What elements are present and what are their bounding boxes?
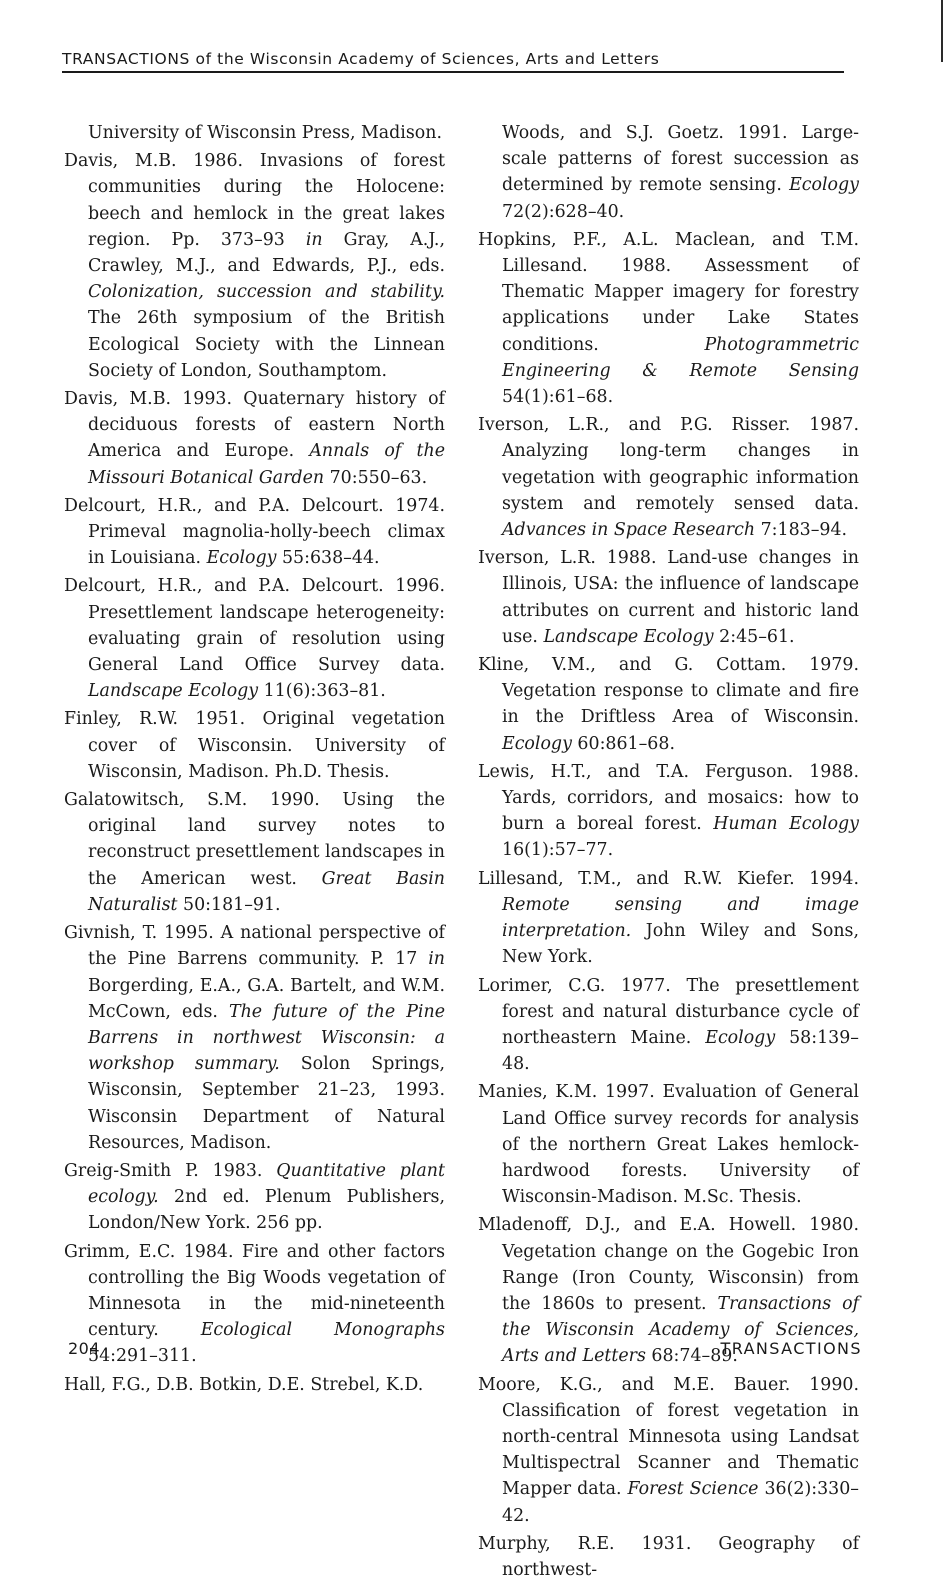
reference-text: 58:139–48. [502,1027,859,1075]
reference-entry [64,386,445,491]
reference-entry [478,545,859,650]
reference-text: 68:74–89. [645,1346,738,1367]
reference-text: Iverson, L.R. 1988. Land-use changes in Illinois, USA: the influence of landscape attributes on current and historic land use. [478,548,859,647]
reference-text: 72(2):628–40. [502,201,625,222]
reference-text: Davis, M.B. 1993. Quaternary history of deciduous forests of eastern North America and Europe. [64,389,445,462]
reference-entry [64,1372,445,1398]
reference-text: Givnish, T. 1995. A national perspective of the Pine Barrens community. P. 17 [64,923,445,970]
reference-italic-text: Quantitative plant ecology. [88,1160,445,1208]
reference-entry [64,573,445,704]
reference-text: Davis, M.B. 1986. Invasions of forest communities during the Holocene: beech and hemlock in the great lakes region. Pp. 373–93 [64,151,445,250]
reference-text: Solon Springs, Wisconsin, September 21–23, 1993. Wisconsin Department of Natural Resources, Madison. [88,1054,445,1153]
reference-italic-text: Photogrammetric Engineering & Remote Sensing [502,334,859,381]
reference-text: Gray, A.J., Crawley, M.J., and Edwards, P.J., eds. [88,229,445,277]
reference-entry [478,1531,859,1583]
reference-italic-text: Ecological Monographs [200,1320,445,1341]
reference-italic-text: Remote sensing and image interpretation. [502,894,859,942]
reference-italic-text: Landscape Ecology [88,681,259,702]
reference-italic-text: Ecology [206,548,277,569]
reference-text: John Wiley and Sons, New York. [502,921,859,968]
reference-text: 36(2):330–42. [502,1479,859,1526]
reference-italic-text: Ecology [502,733,572,754]
reference-text: 2nd ed. Plenum Publishers, London/New York. 256 pp. [88,1187,445,1234]
reference-text: 2:45–61. [713,626,795,647]
reference-text: Kline, V.M., and G. Cottam. 1979. Vegetation response to climate and fire in the Driftless Area of Wisconsin. [478,655,859,728]
reference-text: University of Wisconsin Press, Madison. [88,123,442,143]
reference-text: 55:638–44. [276,548,380,569]
reference-text: 7:183–94. [755,520,848,541]
reference-entry [64,148,445,384]
reference-text: Iverson, L.R., and P.G. Risser. 1987. Analyzing long-term changes in vegetation with geographic information system and remotely sensed data. [478,415,859,514]
reference-continuation [64,120,445,146]
reference-italic-text: Annals of the Missouri Botanical Garden [88,441,445,488]
reference-text: 54(1):61–68. [502,387,614,408]
reference-italic-text: Great Basin Naturalist [88,868,445,915]
reference-text: Borgerding, E.A., G.A. Bartelt, and W.M. McCown, eds. [88,975,445,1022]
reference-entry [478,412,859,543]
reference-italic-text: in [428,949,445,970]
reference-text: Manies, K.M. 1997. Evaluation of General Land Office survey records for analysis of the northern Great Lakes hemlock-hardwood forests. University of Wisconsin-Madison. M.Sc. Thesis. [478,1082,859,1208]
reference-text: Lillesand, T.M., and R.W. Kiefer. 1994. [478,868,859,889]
reference-column-left [64,120,445,1400]
reference-text: Lorimer, C.G. 1977. The presettlement forest and natural disturbance cycle of northeastern Maine. [478,975,859,1048]
reference-text: 70:550–63. [324,467,428,488]
reference-italic-text: Human Ecology [713,814,859,835]
page-edge-rule [941,0,943,62]
reference-italic-text: Advances in Space Research [502,520,756,541]
reference-text: Grimm, E.C. 1984. Fire and other factors controlling the Big Woods vegetation of Minnesota in the mid-nineteenth century. [64,1241,445,1341]
reference-text: Murphy, R.E. 1931. Geography of northwest- [478,1533,859,1580]
reference-italic-text: Forest Science [627,1479,759,1500]
page-number: 204 [68,1339,101,1358]
reference-entry [64,787,445,918]
reference-text: Finley, R.W. 1951. Original vegetation cover of Wisconsin. University of Wisconsin, Madison. Ph.D. Thesis. [64,709,445,782]
reference-italic-text: The future of the Pine Barrens in northwest Wisconsin: a workshop summary. [88,1001,445,1075]
reference-entry [478,652,859,757]
reference-italic-text: Ecology [789,175,859,196]
reference-italic-text: in [305,229,323,250]
reference-text: Delcourt, H.R., and P.A. Delcourt. 1974. Primeval magnolia-holly-beech climax in Louisiana. [64,495,445,569]
reference-text: 60:861–68. [571,733,675,754]
reference-entry [478,759,859,864]
reference-italic-text: Colonization, succession and stability. [88,282,445,303]
reference-text: Hopkins, P.F., A.L. Maclean, and T.M. Lillesand. 1988. Assessment of Thematic Mapper imagery for forestry applications under Lake States conditions. [478,229,859,355]
reference-entry [64,1158,445,1237]
reference-entry [478,1079,859,1210]
reference-column-right [478,120,859,1585]
reference-text: 16(1):57–77. [502,840,614,861]
reference-italic-text: Transactions of the Wisconsin Academy of Sciences, Arts and Letters [502,1293,860,1367]
reference-text: 11(6):363–81. [258,681,386,702]
reference-entry [64,920,445,1156]
reference-italic-text: Ecology [705,1027,776,1048]
reference-text: Hall, F.G., D.B. Botkin, D.E. Strebel, K.D. [64,1374,424,1395]
reference-text: Moore, K.G., and M.E. Bauer. 1990. Classification of forest vegetation in north-central Minnesota using Landsat Multispectral Scanner and Thematic Mapper data. [478,1374,859,1500]
reference-entry [478,866,859,971]
reference-text: 54:291–311. [88,1346,197,1367]
reference-entry [64,493,445,572]
reference-entry [478,973,859,1078]
reference-text: The 26th symposium of the British Ecological Society with the Linnean Society of London, Southamptom. [88,308,445,381]
reference-text: Delcourt, H.R., and P.A. Delcourt. 1996. Presettlement landscape heterogeneity: evaluating grain of resolution using General Land Office Survey data. [64,576,445,676]
reference-text: 50:181–91. [177,894,281,915]
reference-text: Woods, and S.J. Goetz. 1991. Large-scale patterns of forest succession as determined by remote sensing. [502,123,859,196]
reference-text: Mladenoff, D.J., and E.A. Howell. 1980. Vegetation change on the Gogebic Iron Range (Iron County, Wisconsin) from the 1860s to present. [478,1215,859,1314]
reference-italic-text: Landscape Ecology [543,626,714,647]
reference-text: Galatowitsch, S.M. 1990. Using the original land survey notes to reconstruct presettlement landscapes in the American west. [64,790,445,889]
reference-text: Greig-Smith P. 1983. [64,1160,277,1181]
reference-entry [478,227,859,410]
running-head: TRANSACTIONS of the Wisconsin Academy of Sciences, Arts and Letters [62,50,844,73]
reference-entry [64,1239,445,1370]
reference-entry [478,1372,859,1529]
reference-text: Lewis, H.T., and T.A. Ferguson. 1988. Yards, corridors, and mosaics: how to burn a boreal forest. [478,761,859,835]
reference-continuation [478,120,859,225]
reference-entry [64,706,445,785]
running-foot: TRANSACTIONS [720,1339,862,1358]
